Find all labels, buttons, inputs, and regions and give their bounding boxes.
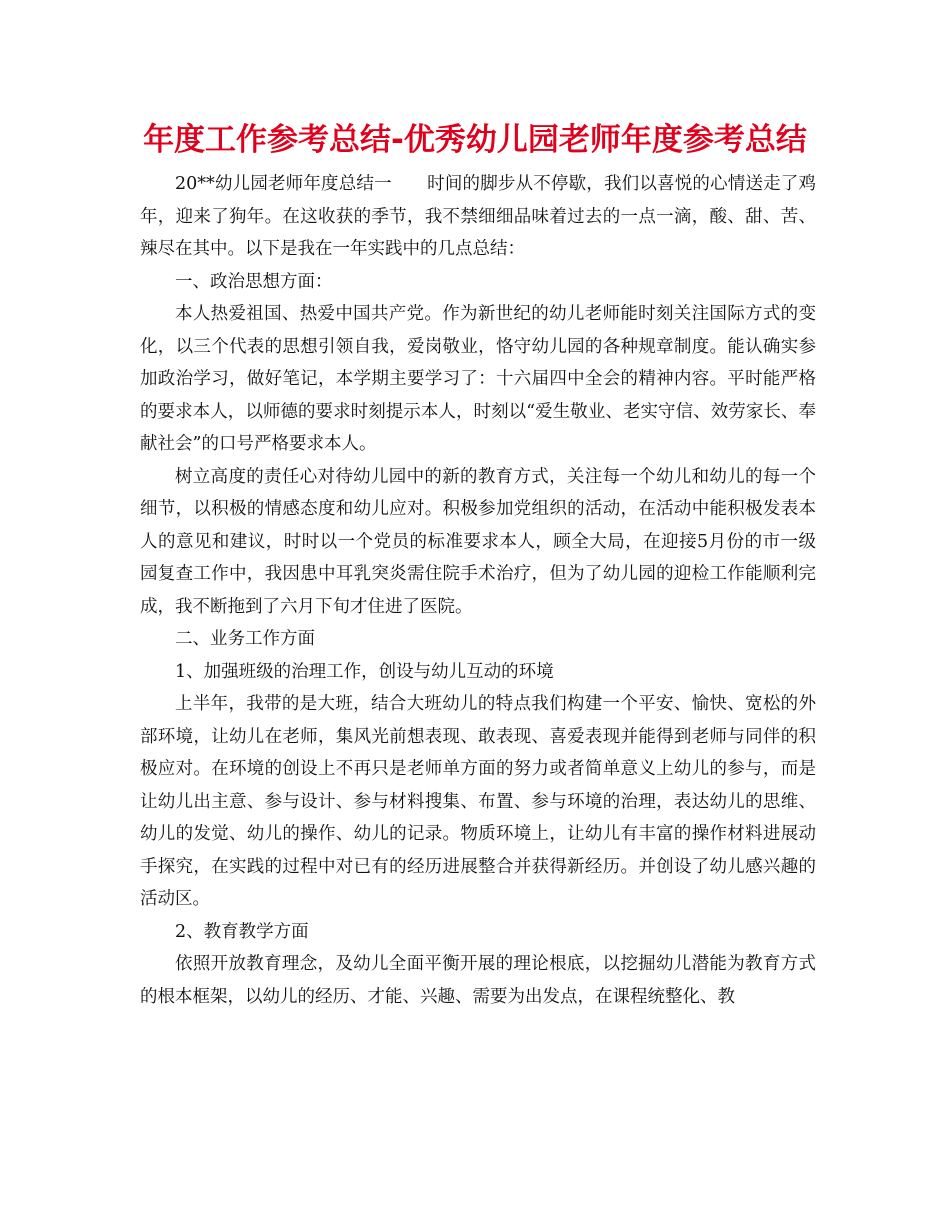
document-title: 年度工作参考总结-优秀幼儿园老师年度参考总结 <box>143 122 807 158</box>
paragraph-intro: 20**幼儿园老师年度总结一 时间的脚步从不停歇，我们以喜悦的心情送走了鸡年，迎来了狗年。在这收获的季节，我不禁细细品味着过去的一点一滴，酸、甜、苦、辣尽在其中。以下是我在一年实践中的几点总结： <box>140 174 816 259</box>
paragraph-class-management: 上半年，我带的是大班，结合大班幼儿的特点我们构建一个平安、愉快、宽松的外部环境，让幼儿在老师，集风光前想表现、敢表现、喜爱表现并能得到老师与同伴的积极应对。在环境的创设上不再只是老师单方面的努力或者简单意义上幼儿的参与，而是让幼儿出主意、参与设计、参与材料搜集、布置、参与环境的治理，表达幼儿的思维、幼儿的发觉、幼儿的操作、幼儿的记录。物质环境上，让幼儿有丰富的操作材料进展动手探究，在实践的过程中对已有的经历进展整合并获得新经历。并创设了幼儿感兴趣的活动区。 <box>140 694 816 909</box>
subheading-class-management: 1、加强班级的治理工作，创设与幼儿互动的环境 <box>175 661 554 682</box>
heading-business-work: 二、业务工作方面 <box>175 629 315 649</box>
heading-political-thought: 一、政治思想方面： <box>175 271 333 292</box>
paragraph-political-1: 本人热爱祖国、热爱中国共产党。作为新世纪的幼儿老师能时刻关注国际方式的变化，以三个代表的思想引领自我，爱岗敬业，恪守幼儿园的各种规章制度。能认确实参加政治学习，做好笔记，本学期主要学习了：十六届四中全会的精神内容。平时能严格的要求本人，以师德的要求时刻提示本人，时刻以“爱生敬业、老实守信、效劳家长、奉献社会”的口号严格要求本人。 <box>140 304 816 454</box>
paragraph-teaching: 依照开放教育理念，及幼儿全面平衡开展的理论根底，以挖掘幼儿潜能为教育方式的根本框架，以幼儿的经历、才能、兴趣、需要为出发点，在课程统整化、教 <box>140 954 816 1007</box>
document-body <box>140 168 816 1013</box>
paragraph-political-2: 树立高度的责任心对待幼儿园中的新的教育方式，关注每一个幼儿和幼儿的每一个细节，以积极的情感态度和幼儿应对。积极参加党组织的活动，在活动中能积极发表本人的意见和建议，时时以一个党员的标准要求本人，顾全大局，在迎接5月份的市一级园复查工作中，我因患中耳乳突炎需住院手术治疗，但为了幼儿园的迎检工作能顺利完成，我不断拖到了六月下旬才住进了医院。 <box>140 466 816 617</box>
subheading-teaching: 2、教育教学方面 <box>175 921 309 942</box>
